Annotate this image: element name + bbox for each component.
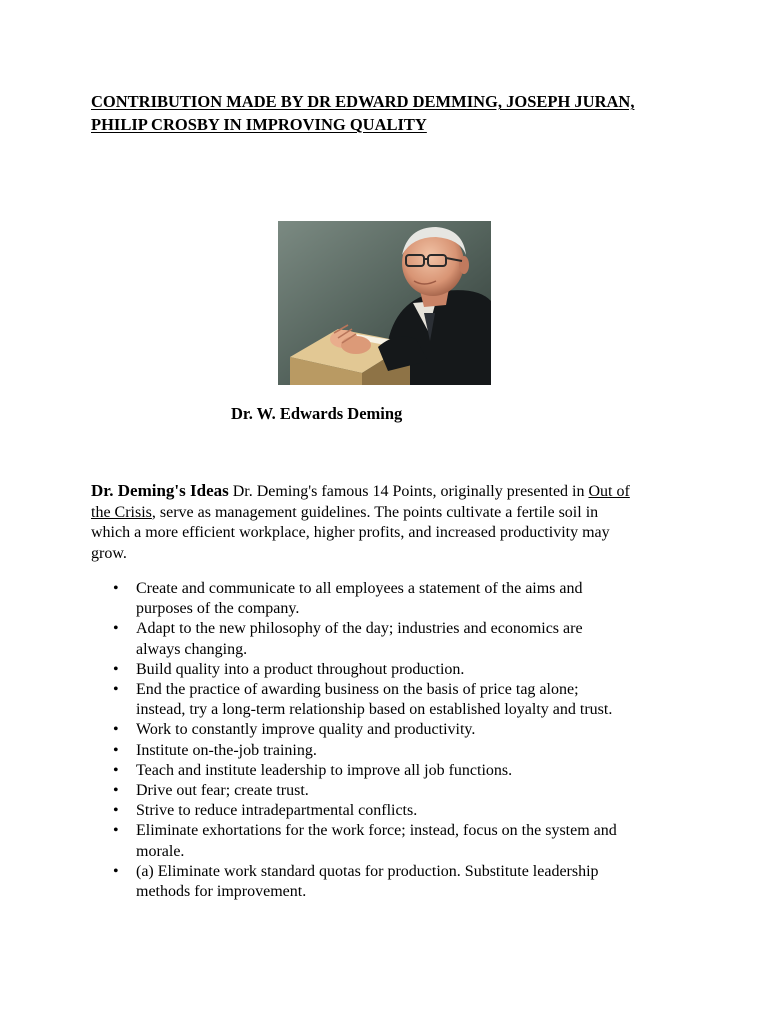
page-title [91,90,691,136]
list-item-line-1: • Strive to reduce intradepartmental conflicts. [136,802,418,820]
list-item [113,619,713,659]
list-item-line-1: • Eliminate exhortations for the work force; instead, focus on the system and [136,822,617,840]
list-item-line-2: always changing. [136,640,248,658]
book-title-link-part1[interactable]: Out of [588,483,630,500]
intro-text-b: , serve as management guidelines. The points cultivate a fertile soil in [151,503,599,521]
list-item-line-1: • Institute on-the-job training. [136,741,317,759]
list-item [113,801,713,821]
intro-lead-heading: Dr. Deming's Ideas [91,481,229,500]
list-item [113,862,713,902]
list-item-line-2: methods for improvement. [136,883,307,901]
list-item-line-1: • (a) Eliminate work standard quotas for production. Substitute leadership [136,862,599,880]
intro-line-1 [91,481,691,503]
list-item-line-1: • Teach and institute leadership to improve all job functions. [136,761,513,779]
list-item-line-2: instead, try a long-term relationship based on established loyalty and trust. [136,701,613,719]
list-item [113,761,713,781]
intro-text-a: Dr. Deming's famous 14 Points, originally presented in [228,483,589,500]
list-item-line-2: purposes of the company. [136,600,300,618]
list-item-line-1: • Build quality into a product throughout production. [136,660,465,678]
intro-line-3: which a more efficient workplace, higher profits, and increased productivity may [91,524,610,541]
list-item [113,781,713,801]
photo-caption: Dr. W. Edwards Deming [231,404,403,423]
list-item-line-2: morale. [136,842,185,860]
deming-photo [278,221,491,385]
list-item [113,680,713,720]
list-item [113,579,713,619]
book-title-link-part2[interactable]: the Crisis [91,503,152,521]
list-item-line-1: • Drive out fear; create trust. [136,782,309,800]
list-item [113,660,713,680]
list-item-line-1: • Work to constantly improve quality and productivity. [136,721,476,739]
title-line-1: CONTRIBUTION MADE BY DR EDWARD DEMMING, JOSEPH JURAN, [91,92,635,111]
list-item-line-1: • Create and communicate to all employees a statement of the aims and [136,580,583,597]
intro-paragraph [91,481,691,564]
list-item-line-1: • Adapt to the new philosophy of the day; industries and economics are [136,620,583,638]
fourteen-points-list [113,579,713,902]
intro-line-4: grow. [91,544,127,562]
intro-line-2 [91,503,691,524]
list-item [113,720,713,740]
list-item [113,741,713,761]
portrait-illustration [278,221,491,385]
title-line-2: PHILIP CROSBY IN IMPROVING QUALITY [91,115,427,134]
list-item-line-1: • End the practice of awarding business on the basis of price tag alone; [136,681,579,699]
list-item [113,821,713,861]
